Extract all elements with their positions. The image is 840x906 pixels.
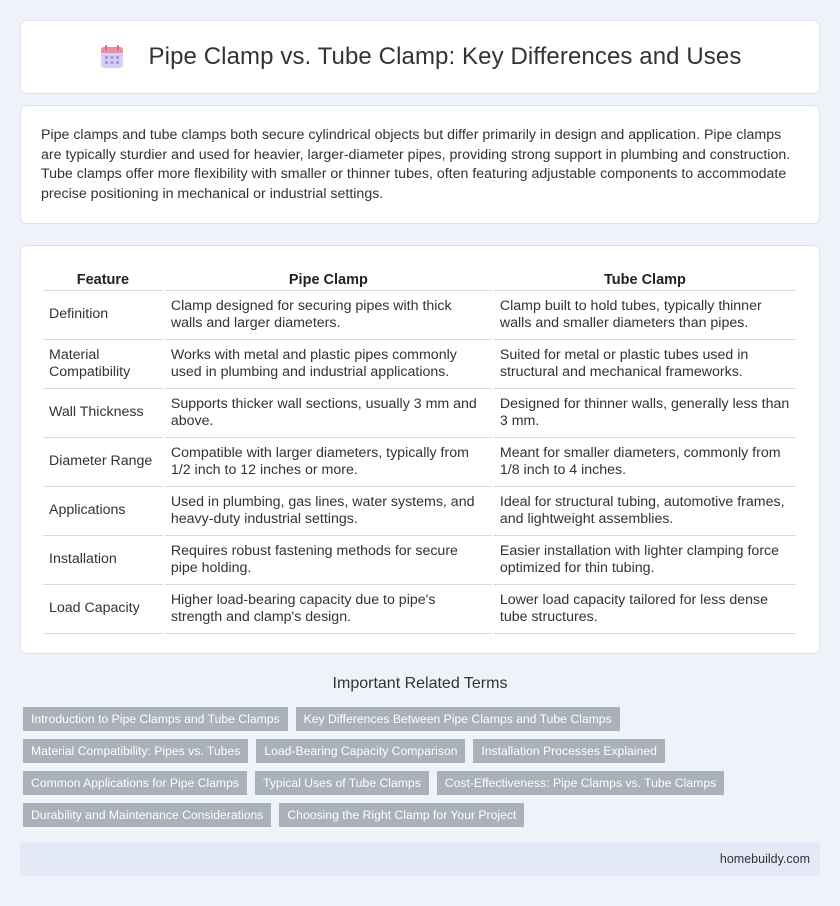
related-term-link[interactable]: Choosing the Right Clamp for Your Project <box>279 803 524 827</box>
feature-cell: Wall Thickness <box>43 389 163 438</box>
table-header-row <box>43 266 796 291</box>
tube-clamp-cell: Ideal for structural tubing, automotive frames, and lightweight assemblies. <box>494 487 796 536</box>
tube-clamp-cell: Suited for metal or plastic tubes used in structural and mechanical frameworks. <box>494 340 796 389</box>
page-header <box>20 20 820 94</box>
header-pipe-clamp: Pipe Clamp <box>165 266 492 291</box>
related-term-link[interactable]: Material Compatibility: Pipes vs. Tubes <box>23 739 248 763</box>
intro-section <box>20 105 820 224</box>
tube-clamp-cell: Clamp built to hold tubes, typically thinner walls and smaller diameters than pipes. <box>494 291 796 340</box>
related-term-link[interactable]: Introduction to Pipe Clamps and Tube Clamps <box>23 707 288 731</box>
table-row <box>43 340 796 389</box>
feature-cell: Material Compatibility <box>43 340 163 389</box>
comparison-table <box>41 266 798 634</box>
header-feature: Feature <box>43 266 163 291</box>
table-row <box>43 536 796 585</box>
feature-cell: Load Capacity <box>43 585 163 634</box>
related-terms-title: Important Related Terms <box>332 675 508 692</box>
footer-site-link[interactable]: homebuildy.com <box>719 852 810 866</box>
pipe-clamp-cell: Clamp designed for securing pipes with thick walls and larger diameters. <box>165 291 492 340</box>
pipe-clamp-cell: Works with metal and plastic pipes commonly used in plumbing and industrial applications. <box>165 340 492 389</box>
table-row <box>43 389 796 438</box>
pipe-clamp-cell: Supports thicker wall sections, usually 3 mm and above. <box>165 389 492 438</box>
related-term-link[interactable]: Typical Uses of Tube Clamps <box>255 771 429 795</box>
related-term-link[interactable]: Cost-Effectiveness: Pipe Clamps vs. Tube Clamps <box>437 771 724 795</box>
tag-row <box>23 739 823 763</box>
pipe-clamp-cell: Requires robust fastening methods for secure pipe holding. <box>165 536 492 585</box>
feature-cell: Definition <box>43 291 163 340</box>
comparison-section <box>20 245 820 654</box>
intro-text: Pipe clamps and tube clamps both secure cylindrical objects but differ primarily in design and application. Pipe clamps are typically sturdier and used for heavier, larger-diameter pipes, providing strong support in plumbing and construction. Tube clamps offer more flexibility with smaller or thinner tubes, often featuring adjustable components to accommodate precise positioning in mechanical or industrial settings. <box>41 127 791 202</box>
table-row <box>43 585 796 634</box>
related-term-link[interactable]: Durability and Maintenance Considerations <box>23 803 271 827</box>
feature-cell: Applications <box>43 487 163 536</box>
calendar-icon <box>99 44 125 70</box>
tube-clamp-cell: Meant for smaller diameters, commonly from 1/8 inch to 4 inches. <box>494 438 796 487</box>
tube-clamp-cell: Easier installation with lighter clamping force optimized for thin tubing. <box>494 536 796 585</box>
header-tube-clamp: Tube Clamp <box>494 266 796 291</box>
pipe-clamp-cell: Compatible with larger diameters, typically from 1/2 inch to 12 inches or more. <box>165 438 492 487</box>
page-title: Pipe Clamp vs. Tube Clamp: Key Differences and Uses <box>148 43 742 70</box>
footer <box>20 842 820 876</box>
tag-row <box>23 803 823 827</box>
tube-clamp-cell: Lower load capacity tailored for less dense tube structures. <box>494 585 796 634</box>
table-row <box>43 487 796 536</box>
feature-cell: Installation <box>43 536 163 585</box>
tube-clamp-cell: Designed for thinner walls, generally less than 3 mm. <box>494 389 796 438</box>
table-row <box>43 291 796 340</box>
feature-cell: Diameter Range <box>43 438 163 487</box>
pipe-clamp-cell: Higher load-bearing capacity due to pipe's strength and clamp's design. <box>165 585 492 634</box>
table-row <box>43 438 796 487</box>
pipe-clamp-cell: Used in plumbing, gas lines, water systems, and heavy-duty industrial settings. <box>165 487 492 536</box>
tag-row <box>23 707 823 731</box>
related-term-link[interactable]: Installation Processes Explained <box>473 739 664 763</box>
related-term-link[interactable]: Key Differences Between Pipe Clamps and Tube Clamps <box>296 707 620 731</box>
related-term-link[interactable]: Load-Bearing Capacity Comparison <box>256 739 465 763</box>
related-terms-list <box>23 707 823 835</box>
related-term-link[interactable]: Common Applications for Pipe Clamps <box>23 771 247 795</box>
tag-row <box>23 771 823 795</box>
